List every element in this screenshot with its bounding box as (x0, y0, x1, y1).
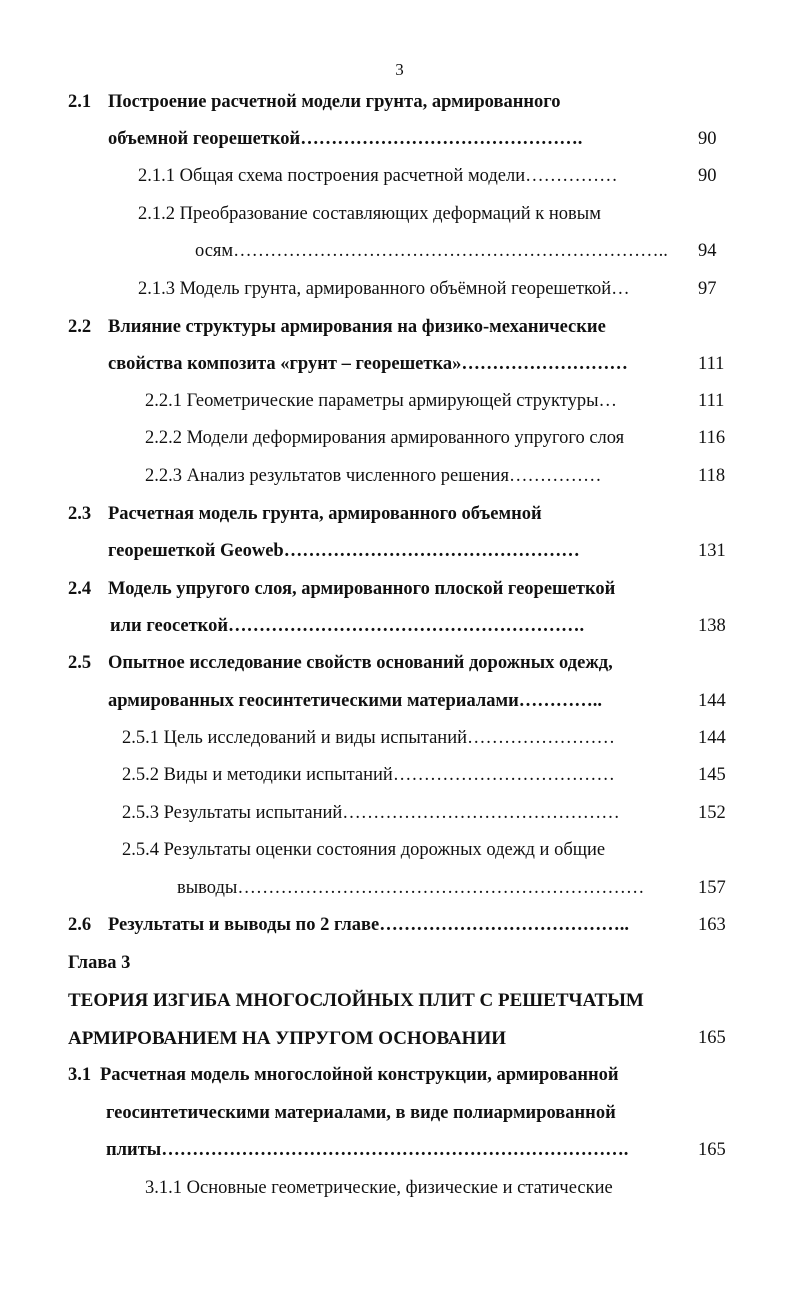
toc-2-2-page: 111 (698, 354, 725, 374)
toc-3-1-title-line2: геосинтетическими материалами, в виде полиармированной (106, 1103, 616, 1123)
toc-2-2-1-page: 111 (698, 391, 725, 411)
toc-2-3-title-line1: Расчетная модель грунта, армированного объемной (108, 504, 542, 524)
toc-2-2-title-line1: Влияние структуры армирования на физико-механические (108, 317, 606, 337)
toc-2-5-1-page: 144 (698, 728, 726, 748)
toc-2-5-title-line2: армированных геосинтетическими материалами………….. (108, 691, 602, 711)
toc-2-4-title-line2: или геосеткой…………………………………………………. (110, 616, 585, 636)
toc-3-1-page: 165 (698, 1140, 726, 1160)
toc-2-5-4-title-line2: выводы………………………………………………………… (177, 878, 645, 898)
toc-2-1-1-page: 90 (698, 166, 717, 186)
toc-2-2-number: 2.2 (68, 317, 92, 337)
chapter-3-label: Глава 3 (68, 953, 131, 973)
toc-3-1-1-title: 3.1.1 Основные геометрические, физические и статические (145, 1178, 613, 1198)
toc-2-4-number: 2.4 (68, 579, 92, 599)
toc-2-2-3-page: 118 (698, 466, 726, 486)
toc-3-1-number: 3.1 (68, 1065, 92, 1085)
toc-2-1-1-title: 2.1.1 Общая схема построения расчетной модели…………… (138, 166, 618, 186)
page-number: 3 (395, 60, 404, 79)
toc-2-5-3-title: 2.5.3 Результаты испытаний……………………………………… (122, 803, 620, 823)
toc-2-4-page: 138 (698, 616, 726, 636)
toc-2-6-number: 2.6 (68, 915, 92, 935)
toc-2-5-3-page: 152 (698, 803, 726, 823)
toc-2-2-2-page: 116 (698, 428, 726, 448)
toc-2-5-4-page: 157 (698, 878, 726, 898)
chapter-3-title-line2: АРМИРОВАНИЕМ НА УПРУГОМ ОСНОВАНИИ (68, 1028, 507, 1049)
toc-2-3-page: 131 (698, 541, 726, 561)
toc-2-6-title: Результаты и выводы по 2 главе………………………………….. (108, 915, 629, 935)
chapter-3-title-line1: ТЕОРИЯ ИЗГИБА МНОГОСЛОЙНЫХ ПЛИТ С РЕШЕТЧАТЫМ (68, 990, 644, 1011)
toc-2-1-2-title-line2: осям…………………………………………………………….. (195, 241, 668, 261)
toc-2-3-number: 2.3 (68, 504, 92, 524)
toc-2-1-3-title: 2.1.3 Модель грунта, армированного объёмной георешеткой… (138, 279, 630, 299)
toc-2-5-title-line1: Опытное исследование свойств оснований дорожных одежд, (108, 653, 613, 673)
toc-2-1-number: 2.1 (68, 92, 92, 112)
toc-2-1-title-line1: Построение расчетной модели грунта, армированного (108, 92, 561, 112)
toc-2-1-page: 90 (698, 129, 717, 149)
toc-2-5-number: 2.5 (68, 653, 92, 673)
toc-2-5-1-title: 2.5.1 Цель исследований и виды испытаний…………………… (122, 728, 615, 748)
toc-2-5-2-page: 145 (698, 765, 726, 785)
toc-2-5-page: 144 (698, 691, 726, 711)
toc-2-2-title-line2: свойства композита «грунт – георешетка»……………………… (108, 354, 628, 374)
toc-2-5-2-title: 2.5.2 Виды и методики испытаний……………………………… (122, 765, 615, 785)
toc-2-4-title-line1: Модель упругого слоя, армированного плоской георешеткой (108, 579, 616, 599)
chapter-3-page: 165 (698, 1028, 726, 1048)
toc-2-1-3-page: 97 (698, 279, 717, 299)
toc-2-2-2-title: 2.2.2 Модели деформирования армированного упругого слоя (145, 428, 625, 448)
toc-3-1-title-line1: Расчетная модель многослойной конструкции, армированной (100, 1065, 619, 1085)
toc-2-3-title-line2: георешеткой Geoweb………………………………………… (108, 541, 580, 561)
toc-3-1-title-line3: плиты…………………………………………………………………. (106, 1140, 629, 1160)
toc-2-2-1-title: 2.2.1 Геометрические параметры армирующей структуры… (145, 391, 618, 411)
toc-2-2-3-title: 2.2.3 Анализ результатов численного решения…………… (145, 466, 602, 486)
toc-2-5-4-title-line1: 2.5.4 Результаты оценки состояния дорожных одежд и общие (122, 840, 606, 860)
toc-2-1-title-line2: объемной георешеткой………………………………………. (108, 129, 583, 149)
toc-2-1-2-title-line1: 2.1.2 Преобразование составляющих деформаций к новым (138, 204, 601, 224)
toc-2-6-page: 163 (698, 915, 726, 935)
toc-2-1-2-page: 94 (698, 241, 717, 261)
